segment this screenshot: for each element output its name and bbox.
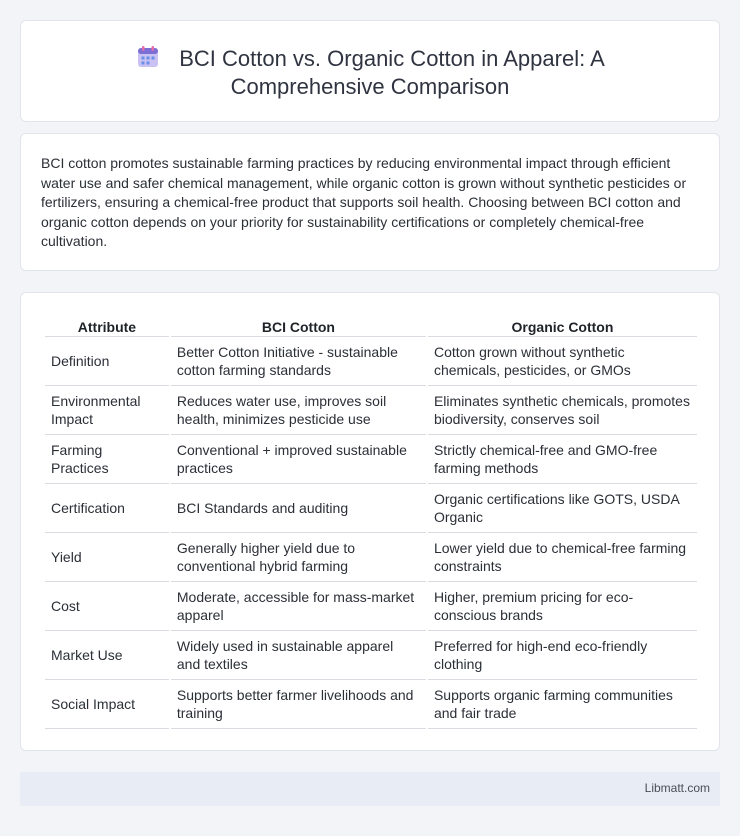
cell-organic: Strictly chemical-free and GMO-free farming methods	[428, 435, 697, 484]
cell-bci: Supports better farmer livelihoods and training	[171, 680, 426, 729]
cell-bci: Conventional + improved sustainable practices	[171, 435, 426, 484]
footer-brand-link[interactable]: Libmatt.com	[644, 781, 710, 795]
cell-attribute: Market Use	[45, 631, 169, 680]
cell-bci: Widely used in sustainable apparel and textiles	[171, 631, 426, 680]
table-row	[45, 435, 697, 484]
page-title	[21, 45, 719, 101]
page-title-line2: Comprehensive Comparison	[230, 74, 510, 99]
table-header-row	[45, 315, 697, 337]
cell-attribute: Yield	[45, 533, 169, 582]
table-row	[45, 680, 697, 729]
table-row	[45, 631, 697, 680]
footer-bar	[20, 772, 720, 806]
table-row	[45, 386, 697, 435]
cell-bci: Better Cotton Initiative - sustainable cotton farming standards	[171, 337, 426, 386]
cell-attribute: Certification	[45, 484, 169, 533]
cell-organic: Lower yield due to chemical-free farming constraints	[428, 533, 697, 582]
cell-bci: Generally higher yield due to conventional hybrid farming	[171, 533, 426, 582]
cell-organic: Higher, premium pricing for eco-conscious brands	[428, 582, 697, 631]
cell-bci: Moderate, accessible for mass-market apparel	[171, 582, 426, 631]
cell-organic: Organic certifications like GOTS, USDA Organic	[428, 484, 697, 533]
table-row	[45, 337, 697, 386]
cell-attribute: Social Impact	[45, 680, 169, 729]
cell-bci: BCI Standards and auditing	[171, 484, 426, 533]
comparison-table	[43, 315, 699, 729]
page-title-line1: BCI Cotton vs. Organic Cotton in Apparel: A	[179, 46, 605, 71]
title-card	[20, 20, 720, 122]
header-organic-cotton: Organic Cotton	[428, 315, 697, 337]
table-row	[45, 533, 697, 582]
cell-attribute: Cost	[45, 582, 169, 631]
cell-attribute: Environmental Impact	[45, 386, 169, 435]
cell-organic: Supports organic farming communities and fair trade	[428, 680, 697, 729]
cell-attribute: Farming Practices	[45, 435, 169, 484]
table-row	[45, 484, 697, 533]
cell-organic: Eliminates synthetic chemicals, promotes biodiversity, conserves soil	[428, 386, 697, 435]
cell-organic: Cotton grown without synthetic chemicals, pesticides, or GMOs	[428, 337, 697, 386]
cell-attribute: Definition	[45, 337, 169, 386]
table-row	[45, 582, 697, 631]
intro-paragraph: BCI cotton promotes sustainable farming practices by reducing environmental impact through efficient water use and safer chemical management, while organic cotton is grown without synthetic pesticides or fertilizers, ensuring a chemical-free product that supports soil health. Choosing between BCI cotton and organic cotton depends on your priority for sustainability certifications or completely chemical-free cultivation.	[41, 155, 687, 249]
comparison-card	[20, 292, 720, 751]
header-bci-cotton: BCI Cotton	[171, 315, 426, 337]
cell-bci: Reduces water use, improves soil health, minimizes pesticide use	[171, 386, 426, 435]
cell-organic: Preferred for high-end eco-friendly clothing	[428, 631, 697, 680]
calendar-icon	[135, 45, 161, 69]
intro-card	[20, 133, 720, 271]
title-wrap	[21, 45, 719, 101]
header-attribute: Attribute	[45, 315, 169, 337]
